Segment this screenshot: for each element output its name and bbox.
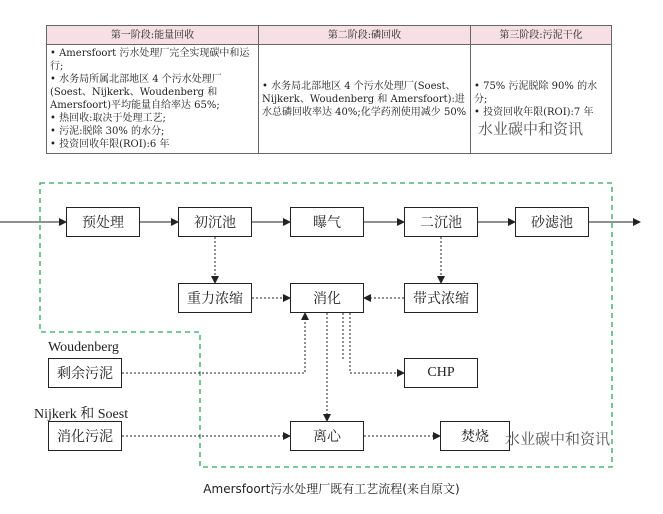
box-sand-filter: 砂滤池 (515, 207, 589, 237)
phase2-item: • 水务局北部地区 4 个污水处理厂(Soest、Nijkerk、Woudenberg 和 Amersfoort):进水总磷回收率达 40%;化学药剂使用减少 50% (262, 80, 467, 118)
phase1-item: • Amersfoort 污水处理厂完全实现碳中和运行; (50, 48, 250, 72)
box-chp: CHP (404, 358, 478, 388)
box-primary-clarifier: 初沉池 (178, 207, 252, 237)
phase1-item: • 投资回收年限(ROI):6 年 (50, 139, 170, 150)
phase1-item: • 热回收:取决于处理工艺; (50, 113, 166, 124)
caption: Amersfoort污水处理厂既有工艺流程(来自原文) (203, 482, 460, 496)
box-secondary-clarifier: 二沉池 (404, 207, 478, 237)
box-belt-thickening: 带式浓缩 (404, 283, 478, 313)
phase1-item: • 污泥:脱除 30% 的水分; (50, 126, 165, 137)
watermark: 水业碳中和资讯 (478, 120, 584, 138)
phase3-item: • 75% 污泥脱除 90% 的水分; (474, 80, 598, 105)
header-phase3: 第三阶段:污泥干化 (471, 26, 612, 45)
box-pretreatment: 预处理 (66, 207, 140, 237)
box-digestion: 消化 (290, 283, 364, 313)
watermark: 水业碳中和资讯 (505, 430, 611, 448)
phase3-item: • 投资回收年限(ROI):7 年 (474, 106, 594, 118)
header-phase1: 第一阶段:能量回收 (47, 26, 259, 45)
label-nijkerk-soest: Nijkerk 和 Soest (34, 407, 129, 422)
phase1-item: • 水务局所属北部地区 4 个污水处理厂(Soest、Nijkerk、Woudenberg 和 Amersfoort)平均能量自给率达 65%; (50, 74, 222, 111)
header-phase2: 第二阶段:磷回收 (259, 26, 471, 45)
box-digested-sludge: 消化污泥 (48, 421, 122, 451)
box-excess-sludge: 剩余污泥 (48, 358, 122, 388)
box-centrifuge: 离心 (290, 421, 364, 451)
box-gravity-thickening: 重力浓缩 (178, 283, 252, 313)
box-aeration: 曝气 (290, 207, 364, 237)
box-incineration: 焚烧 (440, 421, 510, 451)
label-woudenberg: Woudenberg (48, 340, 119, 355)
